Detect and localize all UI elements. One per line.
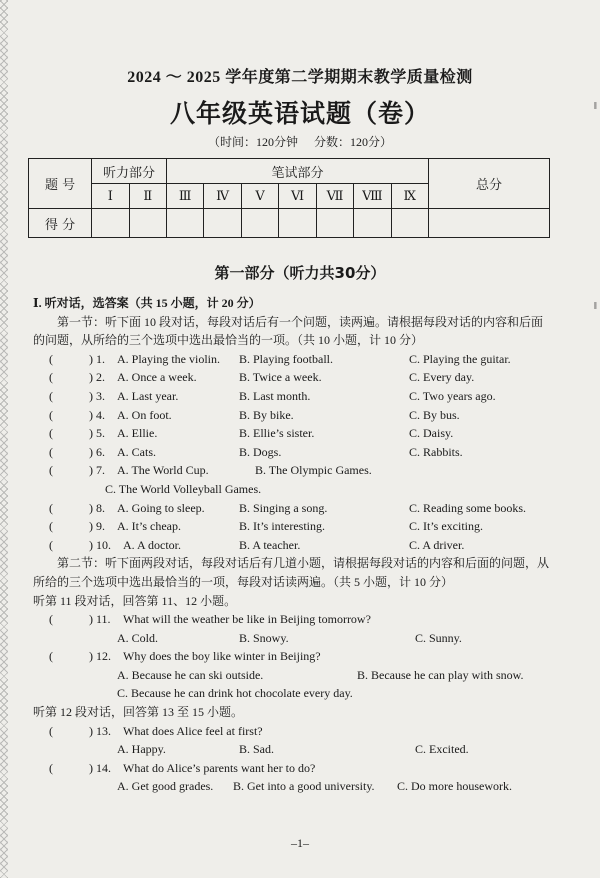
section-number: Ⅷ (354, 184, 391, 209)
score-cell[interactable] (92, 209, 129, 238)
option-b: B. A teacher. (239, 537, 301, 552)
option-line (33, 629, 553, 648)
option-b: B. Get into a good university. (233, 779, 375, 794)
option-a: A. It’s cheap. (117, 519, 181, 534)
question-text: What will the weather be like in Beijing tomorrow? (123, 612, 371, 627)
question-number: ) 6. (89, 444, 105, 459)
answer-bracket[interactable]: ( (49, 444, 53, 459)
question-row (33, 424, 553, 443)
section-number: Ⅵ (279, 184, 316, 209)
answer-bracket[interactable]: ( (49, 649, 53, 664)
question-row (33, 387, 553, 406)
option-c: C. The World Volleyball Games. (105, 481, 262, 496)
total-label: 总分 (429, 159, 550, 209)
answer-bracket[interactable]: ( (49, 463, 53, 478)
question-row (33, 647, 553, 666)
section-number: Ⅶ (316, 184, 353, 209)
option-a: A. A doctor. (123, 537, 182, 552)
option-c: C. By bus. (409, 407, 460, 422)
question-number: ) 1. (89, 351, 105, 366)
section-number: Ⅴ (241, 184, 278, 209)
question-row (33, 517, 553, 536)
option-c: C. Playing the guitar. (409, 351, 511, 366)
option-a: A. Last year. (117, 388, 179, 403)
option-c: C. Every day. (409, 370, 475, 385)
score-cell[interactable] (391, 209, 428, 238)
option-a: A. Because he can ski outside. (117, 667, 264, 682)
answer-bracket[interactable]: ( (49, 760, 53, 775)
option-a: A. Ellie. (117, 426, 158, 441)
question-row (33, 350, 553, 369)
score-cell[interactable] (129, 209, 166, 238)
question-number: ) 10. (89, 537, 111, 552)
row-label-question-number: 题 号 (29, 159, 92, 209)
answer-bracket[interactable]: ( (49, 519, 53, 534)
question-text: Why does the boy like winter in Beijing? (123, 649, 321, 664)
answer-bracket[interactable]: ( (49, 351, 53, 366)
option-line (33, 480, 553, 499)
question-number: ) 9. (89, 519, 105, 534)
option-a: A. Playing the violin. (117, 351, 220, 366)
section-number: Ⅳ (204, 184, 241, 209)
page-number: –1– (291, 836, 309, 850)
question-row (33, 610, 553, 629)
answer-bracket[interactable]: ( (49, 407, 53, 422)
exam-time-score (0, 133, 600, 150)
question-row (33, 368, 553, 387)
option-b: B. Dogs. (239, 444, 282, 459)
option-c: C. Two years ago. (409, 388, 496, 403)
written-label: 笔试部分 (166, 159, 428, 184)
option-a: A. The World Cup. (117, 463, 209, 478)
option-b: B. Because he can play with snow. (357, 667, 524, 682)
question-row (33, 406, 553, 425)
option-b: B. Twice a week. (239, 370, 322, 385)
exam-time: （时间：120分钟 (207, 135, 298, 149)
option-line (33, 684, 553, 703)
option-b: B. Playing football. (239, 351, 333, 366)
question-number: ) 4. (89, 407, 105, 422)
option-a: A. Get good grades. (117, 779, 214, 794)
option-line (33, 740, 553, 759)
section-number: Ⅱ (129, 184, 166, 209)
question-number: ) 13. (89, 723, 111, 738)
binding-edge (0, 0, 8, 878)
question-row (33, 536, 553, 555)
option-line (33, 666, 553, 685)
option-c: C. Reading some books. (409, 500, 526, 515)
question-number: ) 3. (89, 388, 105, 403)
question-row (33, 499, 553, 518)
score-cell[interactable] (166, 209, 203, 238)
question-row (33, 759, 553, 778)
option-c: C. Because he can drink hot chocolate every day. (117, 686, 353, 701)
option-b: B. Snowy. (239, 630, 289, 645)
option-line (33, 777, 553, 796)
option-c: C. Rabbits. (409, 444, 463, 459)
exam-score: 分数：120分） (314, 135, 393, 149)
question-row (33, 461, 553, 480)
answer-bracket[interactable]: ( (49, 370, 53, 385)
section-number: Ⅰ (92, 184, 129, 209)
option-b: B. Last month. (239, 388, 311, 403)
option-a: A. On foot. (117, 407, 172, 422)
option-a: A. Cats. (117, 444, 156, 459)
answer-bracket[interactable]: ( (49, 612, 53, 627)
answer-bracket[interactable]: ( (49, 388, 53, 403)
section1-part2-instructions: 第二节：听下面两段对话，每段对话后有几道小题，请根据每段对话的内容和后面的问题，从所给的三个选项中选出最恰当的一项，每段对话读两遍。（共 5 小题，计 10 分） (33, 556, 550, 589)
option-c: C. Daisy. (409, 426, 454, 441)
question-number: ) 11. (89, 612, 111, 627)
exam-title-line1: 2024 ～ 2025 学年度第二学期期末教学质量检测 (127, 69, 473, 86)
option-b: B. Sad. (239, 742, 275, 757)
option-c: C. Sunny. (415, 630, 462, 645)
question-number: ) 7. (89, 463, 105, 478)
option-b: B. The Olympic Games. (255, 463, 372, 478)
option-b: B. Singing a song. (239, 500, 328, 515)
score-cell[interactable] (316, 209, 353, 238)
option-a: A. Once a week. (117, 370, 197, 385)
answer-bracket[interactable]: ( (49, 500, 53, 515)
section-heading: Ⅰ. 听对话，选答案（共 15 小题，计 20 分） (33, 296, 261, 310)
question-number: ) 2. (89, 370, 105, 385)
option-a: A. Going to sleep. (117, 500, 205, 515)
question-number: ) 14. (89, 760, 111, 775)
option-c: C. Do more housework. (397, 779, 512, 794)
section-number: Ⅲ (166, 184, 203, 209)
section-number: Ⅸ (391, 184, 428, 209)
option-c: C. It’s exciting. (409, 519, 483, 534)
question-row (33, 443, 553, 462)
dialog-11-instruction: 听第 11 段对话，回答第 11、12 小题。 (33, 593, 237, 608)
listening-label: 听力部分 (92, 159, 167, 184)
question-number: ) 12. (89, 649, 111, 664)
option-b: B. It’s interesting. (239, 519, 325, 534)
exam-title-line2: 八年级英语试题（卷） (169, 99, 430, 128)
question-text: What does Alice feel at first? (123, 723, 263, 738)
score-cell[interactable] (204, 209, 241, 238)
option-c: C. Excited. (415, 742, 469, 757)
score-cell[interactable] (354, 209, 391, 238)
part-one-title: 第一部分（听力共30分） (214, 264, 386, 282)
answer-bracket[interactable]: ( (49, 723, 53, 738)
option-a: A. Happy. (117, 742, 166, 757)
question-row (33, 722, 553, 741)
dialog-12-instruction: 听第 12 段对话，回答第 13 至 15 小题。 (33, 705, 244, 720)
section1-part1-instructions: 第一节：听下面 10 段对话，每段对话后有一个问题，读两遍。请根据每段对话的内容和后面的问题，从所给的三个选项中选出最恰当的一项。（共 10 小题，计 10 分） (33, 314, 544, 348)
answer-bracket[interactable]: ( (49, 426, 53, 441)
question-number: ) 5. (89, 426, 105, 441)
row-label-score: 得 分 (29, 209, 92, 238)
option-a: A. Cold. (117, 630, 159, 645)
score-cell[interactable] (241, 209, 278, 238)
total-score-cell[interactable] (429, 209, 550, 238)
answer-bracket[interactable]: ( (49, 537, 53, 552)
margin-mark: ‖ (593, 100, 597, 112)
listening-section (33, 294, 553, 796)
question-number: ) 8. (89, 500, 105, 515)
option-c: C. A driver. (409, 537, 465, 552)
option-b: B. By bike. (239, 407, 294, 422)
question-text: What do Alice’s parents want her to do? (123, 760, 316, 775)
score-cell[interactable] (279, 209, 316, 238)
score-table (28, 158, 550, 238)
option-b: B. Ellie’s sister. (239, 426, 315, 441)
margin-mark: ‖ (593, 300, 597, 312)
